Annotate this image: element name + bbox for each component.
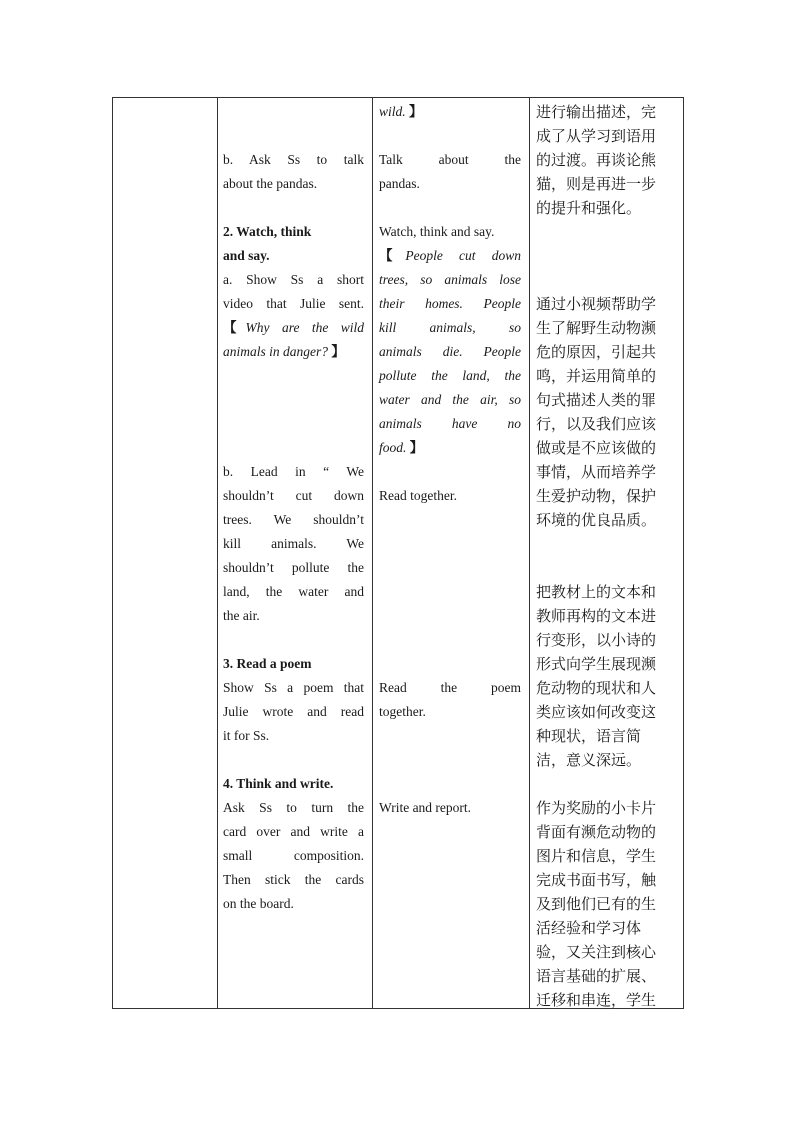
intent-paragraph-4: 作为奖励的小卡片 背面有濒危动物的 图片和信息，学生 完成书面书写，触 及到他们已有的生 活经验和学习体 验，又关注到核心 语言基础的扩展、 迁移和串连，学生	[536, 799, 657, 1009]
write-report-response: Write and report.	[379, 800, 472, 815]
talk-pandas-step: b. Ask Ss to talk about the pandas.	[223, 152, 364, 191]
wild-line: wild. 】	[379, 104, 423, 119]
lesson-plan-table	[112, 97, 684, 1009]
section-2-heading: 2. Watch, think and say.	[223, 224, 312, 263]
column-divider	[372, 98, 373, 1008]
column-divider	[217, 98, 218, 1008]
intent-paragraph-3: 把教材上的文本和 教师再构的文本进 行变形，以小诗的 形式向学生展现濒 危动物的现状和人 类应该如何改变这 种现状，语言简 洁，意义深远。	[536, 583, 657, 769]
column-divider	[529, 98, 530, 1008]
read-poem-response: Read the poem together.	[379, 680, 521, 719]
section-4: 4. Think and write. Ask Ss to turn the card over and write a small composition. Then stick the cards on the board.	[223, 772, 364, 916]
read-together-response: Read together.	[379, 488, 457, 503]
intent-paragraph-1: 进行输出描述，完 成了从学习到语用 的过渡。再谈论熊 猫，则是再进一步 的提升和强化。	[536, 103, 657, 217]
section-4-heading: 4. Think and write.	[223, 776, 334, 791]
section-3-heading: 3. Read a poem	[223, 656, 312, 671]
section-3: 3. Read a poem Show Ss a poem that Julie wrote and read it for Ss.	[223, 652, 364, 748]
lead-in-step: b. Lead in “ We shouldn’t cut down trees. We shouldn’t kill animals. We shouldn’t pollute the land, the water and the air.	[223, 464, 364, 623]
intent-paragraph-2: 通过小视频帮助学 生了解野生动物濒 危的原因，引起共 鸣，并运用简单的 句式描述人类的罪 行，以及我们应该 做或是不应该做的 事情，从而培养学 生爱护动物，保护 环境的优良品质。	[536, 295, 657, 529]
talk-pandas-response: Talk about the pandas.	[379, 152, 521, 191]
show-video-step: a. Show Ss a short video that Julie sent. 【Why are the wild animals in danger? 】	[223, 272, 365, 359]
watch-think-say-response: Watch, think and say. 【People cut down trees, so animals lose their homes. People kill animals, so animals die. People pollute the land, the water and the air, so animals have no food. 】	[379, 224, 521, 455]
